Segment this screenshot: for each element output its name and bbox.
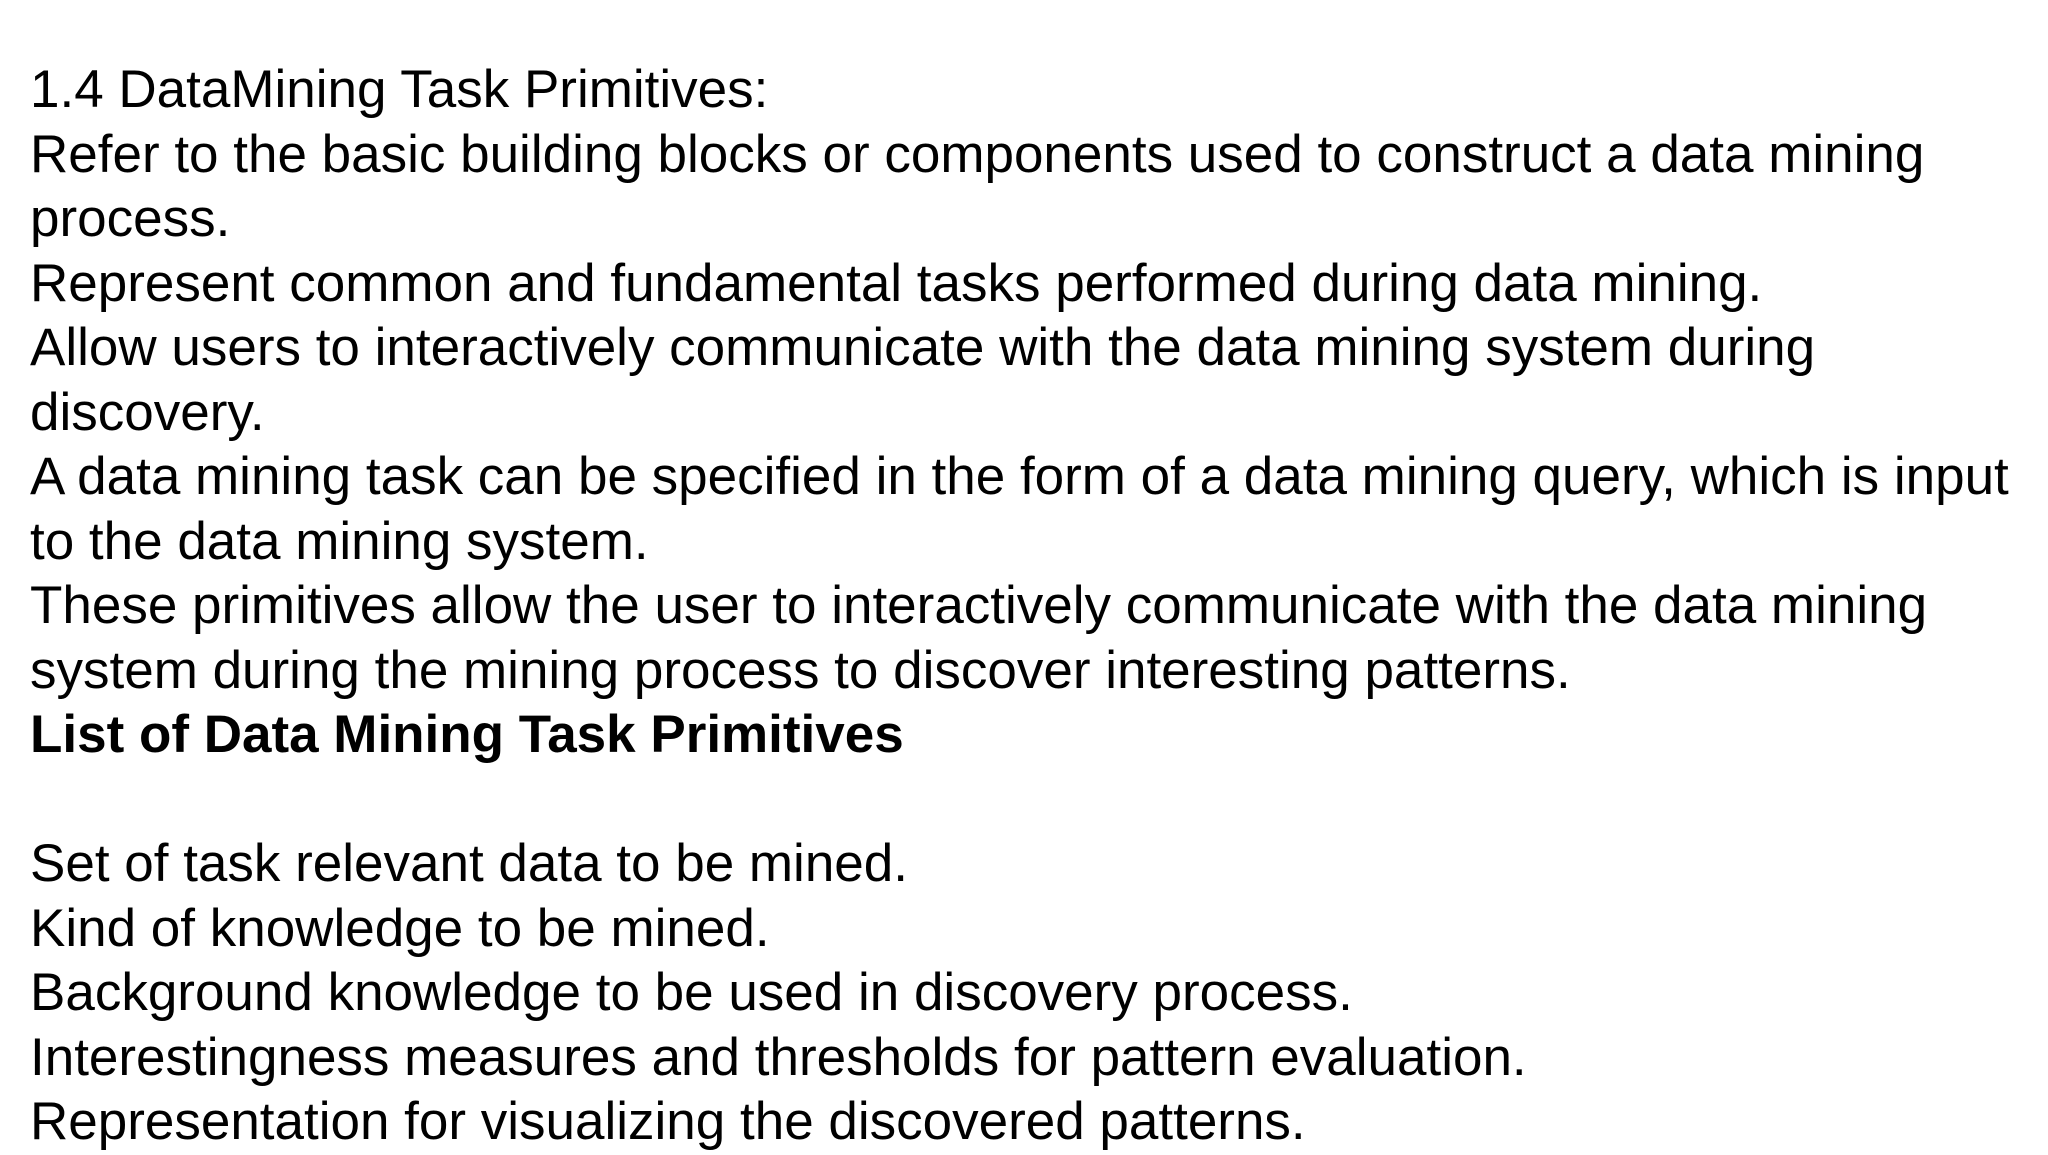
section-heading: 1.4 DataMining Task Primitives: — [30, 60, 769, 119]
document-body — [30, 58, 2040, 1155]
intro-line: These primitives allow the user to interactively communicate with the data mining — [30, 576, 1928, 635]
list-item: Representation for visualizing the discovered patterns. — [30, 1092, 1306, 1151]
list-item: Kind of knowledge to be mined. — [30, 898, 770, 958]
list-item: Background knowledge to be used in discovery process. — [30, 963, 1353, 1022]
list-heading: List of Data Mining Task Primitives — [30, 705, 904, 764]
intro-line: A data mining task can be specified in the form of a data mining query, which is input — [30, 447, 2009, 506]
blank-line — [30, 768, 2040, 833]
intro-line: to the data mining system. — [30, 511, 649, 571]
list-item: Set of task relevant data to be mined. — [30, 834, 908, 893]
intro-line: Represent common and fundamental tasks performed during data mining. — [30, 253, 1763, 313]
intro-line: Allow users to interactively communicate with the data mining system during — [30, 318, 1816, 377]
intro-line: system during the mining process to discover interesting patterns. — [30, 640, 1571, 700]
intro-line: process. — [30, 189, 231, 248]
intro-line: Refer to the basic building blocks or components used to construct a data mining — [30, 124, 1925, 184]
list-item: Interestingness measures and thresholds for pattern evaluation. — [30, 1027, 1527, 1087]
intro-line: discovery. — [30, 382, 265, 442]
